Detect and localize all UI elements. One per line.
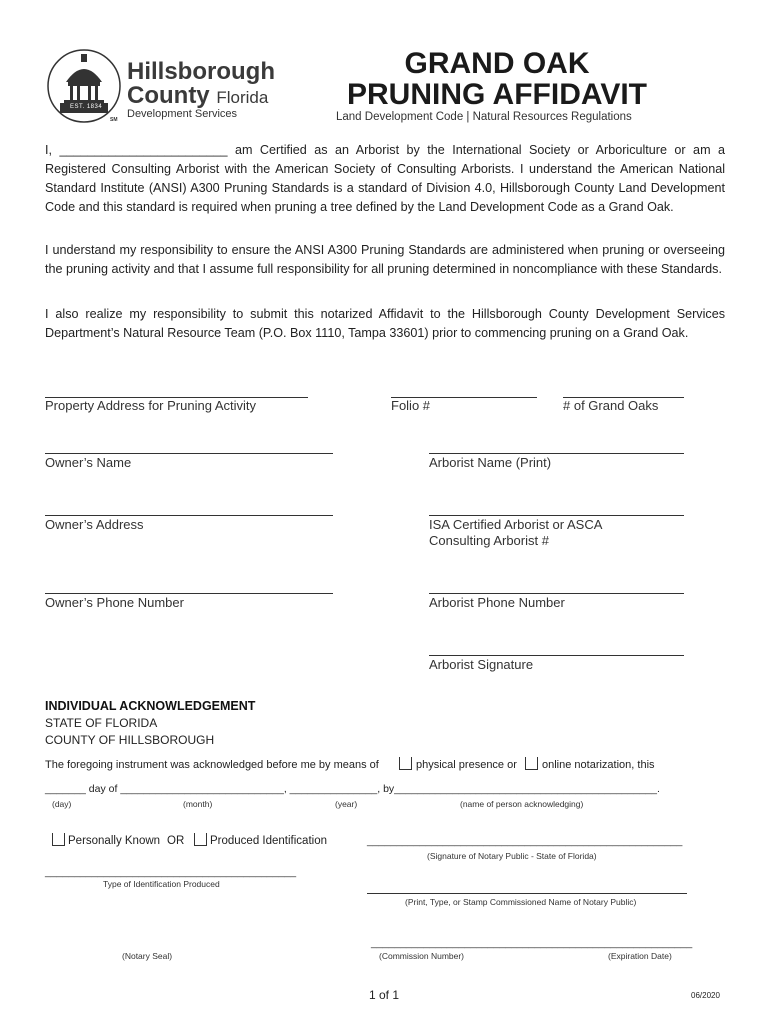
personally-known-label: Personally Known bbox=[68, 835, 161, 847]
paragraph-3: I also realize my responsibility to submit this notarized Affidavit to the Hillsborough County Development Services Department’s Natural Resource Team (P.O. Box 1110, Tampa 33601) prior to commencing pruning on a Grand Oak. bbox=[45, 307, 725, 340]
logo-state: Florida bbox=[216, 88, 269, 107]
title-line-2: PRUNING AFFIDAVIT bbox=[347, 78, 647, 111]
title-line-1: GRAND OAK bbox=[404, 47, 590, 80]
name-acknowledging-caption: (name of person acknowledging) bbox=[460, 799, 584, 809]
p1-text: am Certified as an Arborist by the International Society or Arboriculture or am a Registered Consulting Arborist with the American Society of Consulting Arborists. I understand the American National Standard Institute (ANSI) A300 Pruning Standards is a standard of Division 4.0, Hillsborough County Land Development Code and this standard is required when pruning a tree defined by the Land Development Code as a Grand Oak. bbox=[45, 143, 725, 214]
county-logo bbox=[46, 48, 122, 124]
online-notarization-checkbox[interactable] bbox=[525, 757, 538, 770]
arborist-signature-line[interactable] bbox=[429, 655, 684, 656]
grand-oaks-count-label: # of Grand Oaks bbox=[563, 398, 659, 413]
paragraph-2: I understand my responsibility to ensure the ANSI A300 Pruning Standards are administered when pruning or overseeing the pruning activity and that I assume full responsibility for all pruning determined in noncompliance with these Standards. bbox=[45, 243, 725, 276]
isa-number-label-2: Consulting Arborist # bbox=[429, 533, 549, 548]
notary-name-line[interactable] bbox=[367, 893, 687, 894]
courthouse-dome-icon bbox=[46, 48, 122, 124]
logo-county: County bbox=[127, 82, 210, 109]
notary-signature-line[interactable]: ______________________________________________________ bbox=[367, 835, 683, 847]
arborist-name-label: Arborist Name (Print) bbox=[429, 455, 552, 470]
year-caption: (year) bbox=[335, 799, 358, 809]
county-of-hillsborough: COUNTY OF HILLSBOROUGH bbox=[45, 733, 215, 747]
produced-identification-checkbox[interactable] bbox=[194, 833, 207, 846]
month-caption: (month) bbox=[183, 799, 213, 809]
expiration-date-caption: (Expiration Date) bbox=[608, 951, 672, 961]
notary-signature-caption: (Signature of Notary Public - State of Florida) bbox=[427, 851, 597, 861]
physical-presence-checkbox[interactable] bbox=[399, 757, 412, 770]
page-number: 1 of 1 bbox=[369, 988, 400, 1002]
personally-known-checkbox[interactable] bbox=[52, 833, 65, 846]
owner-address-line[interactable] bbox=[45, 515, 333, 516]
owner-name-label: Owner’s Name bbox=[45, 455, 132, 470]
physical-presence-label: physical presence or bbox=[416, 759, 517, 771]
logo-name-line1: Hillsborough bbox=[127, 58, 275, 85]
service-mark: SM bbox=[110, 117, 118, 123]
arborist-phone-label: Arborist Phone Number bbox=[429, 595, 565, 610]
arborist-name-blank[interactable]: ________________________ bbox=[59, 143, 228, 157]
day-caption: (day) bbox=[52, 799, 72, 809]
owner-address-label: Owner’s Address bbox=[45, 517, 144, 532]
form-date-code: 06/2020 bbox=[691, 991, 720, 1000]
foregoing-text: The foregoing instrument was acknowledged before me by means of bbox=[45, 759, 379, 771]
arborist-name-line[interactable] bbox=[429, 453, 684, 454]
isa-number-line[interactable] bbox=[429, 515, 684, 516]
arborist-phone-line[interactable] bbox=[429, 593, 684, 594]
owner-phone-line[interactable] bbox=[45, 593, 333, 594]
isa-number-label-1: ISA Certified Arborist or ASCA bbox=[429, 517, 603, 532]
page-subtitle: Land Development Code | Natural Resources Regulations bbox=[336, 111, 632, 123]
notary-seal-caption: (Notary Seal) bbox=[122, 951, 173, 961]
paragraph-1 bbox=[45, 141, 725, 217]
commission-number-caption: (Commission Number) bbox=[379, 951, 465, 961]
acknowledgement-heading: INDIVIDUAL ACKNOWLEDGEMENT bbox=[45, 699, 256, 713]
page-title bbox=[332, 48, 662, 110]
owner-name-line[interactable] bbox=[45, 453, 333, 454]
logo-department: Development Services bbox=[127, 108, 238, 120]
folio-label: Folio # bbox=[391, 398, 431, 413]
commission-line[interactable]: _______________________________________________________ bbox=[371, 937, 693, 949]
p1-prefix: I, bbox=[45, 143, 60, 157]
state-of-florida: STATE OF FLORIDA bbox=[45, 716, 158, 730]
logo-name-line2 bbox=[127, 84, 268, 110]
property-address-label: Property Address for Pruning Activity bbox=[45, 398, 256, 413]
est-text: EST. 1834 bbox=[70, 104, 103, 110]
identification-type-caption: Type of Identification Produced bbox=[103, 879, 220, 889]
identification-type-line[interactable]: ___________________________________________ bbox=[45, 866, 297, 878]
owner-phone-label: Owner’s Phone Number bbox=[45, 595, 184, 610]
or-text: OR bbox=[167, 835, 185, 847]
notary-name-caption: (Print, Type, or Stamp Commissioned Name of Notary Public) bbox=[405, 897, 637, 907]
day-month-year-line[interactable]: _______ day of ____________________________, _______________, by_____________________________________________. bbox=[45, 783, 660, 795]
arborist-signature-label: Arborist Signature bbox=[429, 657, 534, 672]
online-notarization-label: online notarization, this bbox=[542, 759, 655, 771]
produced-identification-label: Produced Identification bbox=[210, 835, 327, 847]
